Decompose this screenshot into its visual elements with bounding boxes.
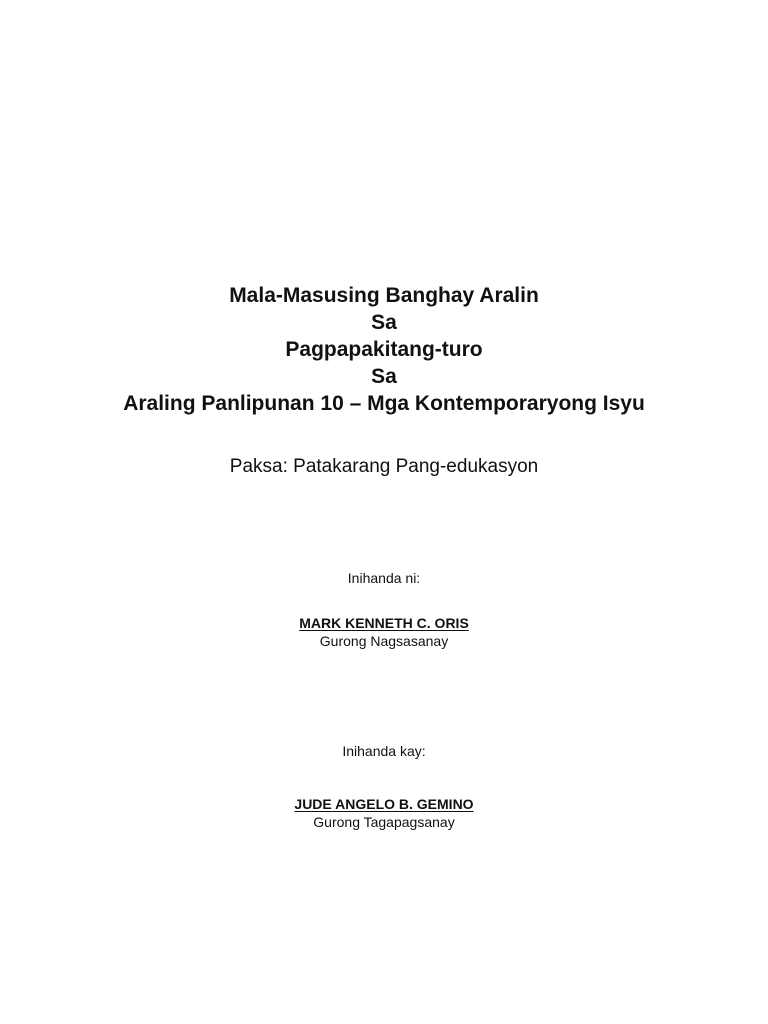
prepared-for-label: Inihanda kay: (342, 743, 426, 759)
prepared-by-label: Inihanda ni: (347, 570, 421, 586)
prepared-by-role: Gurong Nagsasanay (319, 633, 449, 649)
title-line: Araling Panlipunan 10 – Mga Kontemporaryong Isyu (123, 392, 645, 415)
document-title (0, 282, 768, 417)
title-line: Pagpapakitang-turo (285, 338, 483, 361)
title-line: Sa (371, 365, 397, 388)
prepared-by-person (0, 614, 768, 650)
title-line: Mala-Masusing Banghay Aralin (229, 284, 539, 307)
title-line: Sa (371, 311, 397, 334)
prepared-by-name: MARK KENNETH C. ORIS (299, 615, 469, 631)
prepared-for-role: Gurong Tagapagsanay (313, 814, 455, 830)
prepared-for-person (0, 795, 768, 831)
topic-line: Paksa: Patakarang Pang-edukasyon (229, 456, 539, 477)
prepared-for-name: JUDE ANGELO B. GEMINO (294, 796, 474, 812)
